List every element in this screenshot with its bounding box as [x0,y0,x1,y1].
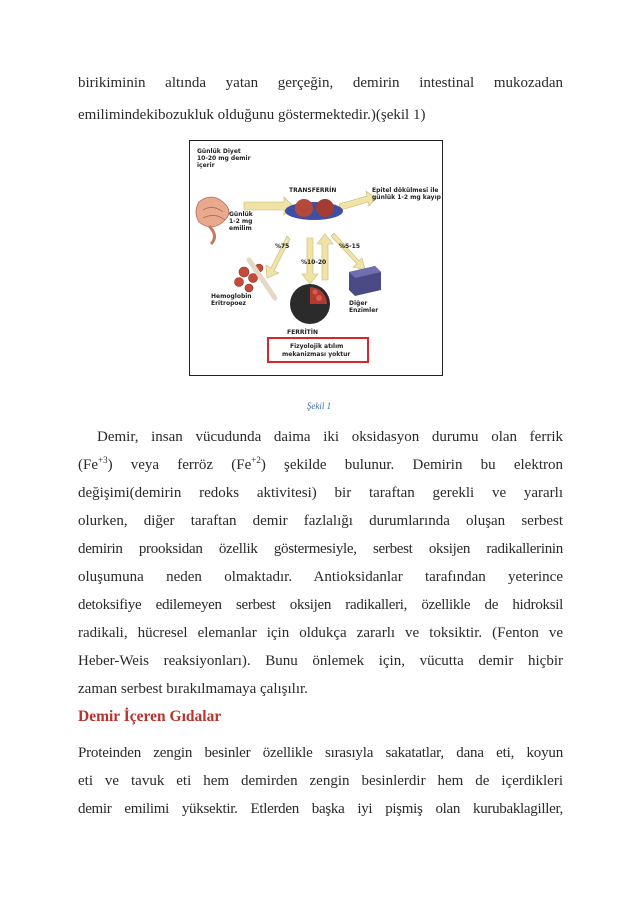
absorption-label-2: 1-2 mg [229,218,253,225]
text-span: (Fe [78,457,98,473]
epithelial-label-1: Epitel dökülmesi ile [372,187,439,194]
text-span: ) şekilde bulunur. Demirin bu elektron [260,457,564,473]
enzymes-label-1: Diğer [349,300,368,307]
paragraph-line [78,456,563,474]
pct-10-20-label: %10-20 [301,259,327,266]
paragraph-line: demirin prooksidan özellik göstermesiyle, serbest oksijen radikallerinin [78,541,563,557]
iron-metabolism-figure [189,140,443,376]
paragraph-line: Proteinden zengin besinler özellikle sırasıyla sakatatlar, dana eti, koyun [78,745,563,761]
paragraph-line: Heber-Weis reaksiyonları). Bunu önlemek için, vücutta demir hiçbir [78,653,563,669]
epithelial-label-2: günlük 1-2 mg kayıp [372,194,441,201]
paragraph-line: değişimi(demirin redoks aktivitesi) bir taraftan gerekli ve yararlı [78,485,563,501]
paragraph-line: radikali, hücresel elemanlar için oldukça zararlı ve toksiktir. (Fenton ve [78,625,563,641]
hemoglobin-label-1: Hemoglobin [211,293,252,300]
pct-75-label: %75 [275,243,290,250]
diet-label-1: Günlük Diyet [197,148,241,155]
paragraph-line: oluşumuna neden olmaktadır. Antioksidanlar tarafından yeterince [78,569,563,585]
paragraph-line: demir emilimi yüksektir. Etlerden başka iyi pişmiş olan kurubaklagiller, [78,801,563,817]
paragraph-line: emilimindekibozukluk olduğunu göstermektedir.)(şekil 1) [78,107,426,123]
section-heading: Demir İçeren Gıdalar [78,708,222,725]
figure-caption: Şekil 1 [306,401,332,411]
pct-5-15-label: %5-15 [339,243,361,250]
enzymes-label-2: Enzimler [349,307,379,314]
ferritin-label: FERRİTİN [287,329,319,336]
ferritin-icon [290,284,330,324]
excretion-label-2: mekanizması yoktur [282,351,351,358]
diet-label-3: içerir [197,162,215,169]
diet-label-2: 10-20 mg demir [197,155,251,162]
superscript: +3 [98,455,108,465]
absorption-label-1: Günlük [229,211,253,218]
paragraph-line: birikiminin altında yatan gerçeğin, demirin intestinal mukozadan [78,75,563,91]
hemoglobin-label-2: Eritropoez [211,300,247,307]
paragraph-line: zaman serbest bırakılmamaya çalışılır. [78,681,308,697]
transferrin-label: TRANSFERRİN [289,187,337,194]
excretion-label-1: Fizyolojik atılım [290,343,344,350]
paragraph-line: Demir, insan vücudunda daima iki oksidasyon durumu olan ferrik [97,429,563,445]
paragraph-line: eti ve tavuk eti hem demirden zengin besinlerdir hem de içerdikleri [78,773,563,789]
excretion-box [268,338,368,362]
superscript: +2 [251,455,261,465]
paragraph-line: detoksifiye edilemeyen serbest oksijen radikalleri, özellikle de hidroksil [78,597,563,613]
text-span: ) veya ferröz (Fe [107,457,252,473]
paragraph-line: olurken, diğer taraftan demir fazlalığı durumlarında oluşan serbest [78,513,563,529]
absorption-label-3: emilim [229,225,252,232]
